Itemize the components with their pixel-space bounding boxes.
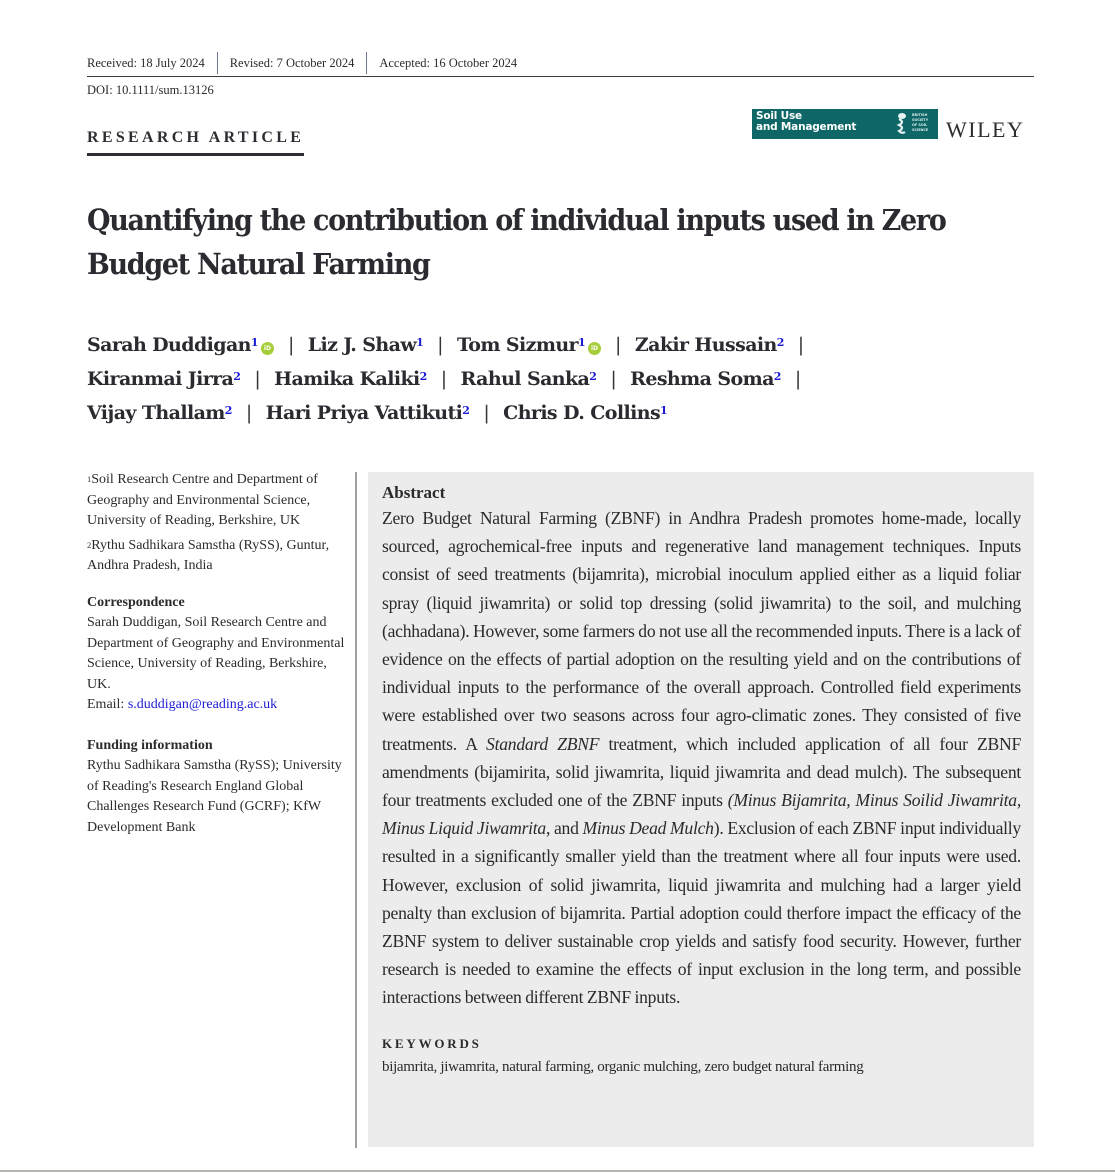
affiliation-marker[interactable]: 2 <box>589 370 597 383</box>
column-divider <box>355 472 357 1148</box>
author-separator: | <box>615 334 621 356</box>
author-separator: | <box>797 334 804 356</box>
author-name[interactable]: Vijay Thallam$^2$ <box>87 402 232 424</box>
affiliation-marker[interactable]: 2 <box>462 404 470 417</box>
article-type: RESEARCH ARTICLE <box>87 129 304 156</box>
author-line <box>87 396 987 430</box>
author-separator: | <box>610 368 617 390</box>
revised-date: Revised: 7 October 2024 <box>229 56 355 70</box>
affiliation-marker[interactable]: 2 <box>419 370 427 383</box>
affiliation-marker[interactable]: 1 <box>577 336 586 349</box>
journal-logo[interactable] <box>752 109 938 139</box>
affiliation-marker[interactable]: 2 <box>776 336 784 349</box>
accepted-date: Accepted: 16 October 2024 <box>379 56 518 70</box>
publisher-logo[interactable]: WILEY <box>946 117 1025 142</box>
affiliation-marker[interactable]: 2 <box>773 370 781 383</box>
journal-name: Soil Use and Management <box>756 110 857 133</box>
author-separator: | <box>245 402 252 424</box>
author-line <box>87 328 987 362</box>
date-divider <box>217 52 218 74</box>
author-name[interactable]: Sarah Duddigan$^1$ iD <box>87 334 274 356</box>
correspondence-heading: Correspondence <box>87 594 185 610</box>
affiliation-marker[interactable]: 1 <box>416 336 424 349</box>
abstract-box <box>368 472 1034 1147</box>
keywords-heading: KEYWORDS <box>382 1035 482 1051</box>
society-name-line: SCIENCE <box>912 128 929 132</box>
date-divider <box>366 52 367 74</box>
affiliation-2: $^2$Rythu Sadhikara Samstha (RySS), Guntur, Andhra Pradesh, India <box>87 537 330 573</box>
author-separator: | <box>440 368 447 390</box>
correspondence-text: Sarah Duddigan, Soil Research Centre and Department of Geography and Environmental Science, University of Reading, Berkshire, UK. <box>87 615 345 692</box>
received-date: Received: 18 July 2024 <box>87 56 205 70</box>
society-name-line: OF SOIL <box>912 123 928 127</box>
correspondence-email: Email: s.duddigan@reading.ac.uk <box>87 697 278 712</box>
funding-text: Rythu Sadhikara Samstha (RySS); University of Reading's Research England Global Challenges Research Fund (GCRF); KfW Development Bank <box>87 758 342 835</box>
article-title: Quantifying the contribution of individual inputs used in Zero Budget Natural Farming <box>87 203 946 281</box>
author-separator: | <box>483 402 490 424</box>
affiliation-marker[interactable]: 1 <box>660 404 668 417</box>
author-name[interactable]: Zakir Hussain$^2$ <box>634 334 784 356</box>
author-name[interactable]: Chris D. Collins$^1$ <box>503 402 668 424</box>
society-name-line: SOCIETY <box>912 118 929 122</box>
affiliation-marker[interactable]: 2 <box>233 370 241 383</box>
keywords-list: bijamrita, jiwamrita, natural farming, organic mulching, zero budget natural farming <box>382 1058 864 1075</box>
publication-dates <box>87 52 1034 77</box>
abstract-heading: Abstract <box>382 483 446 502</box>
orcid-icon[interactable]: iD <box>261 342 274 355</box>
author-name[interactable]: Hamika Kaliki$^2$ <box>274 368 427 390</box>
author-name[interactable]: Tom Sizmur$^1$ iD <box>457 334 601 356</box>
affiliation-1: $^1$Soil Research Centre and Department of Geography and Environmental Science, University of Reading, Berkshire, UK <box>87 472 318 528</box>
author-separator: | <box>254 368 261 390</box>
funding-heading: Funding information <box>87 737 213 753</box>
society-crest-icon <box>896 112 908 135</box>
society-name-line: BRITISH <box>912 113 928 117</box>
affiliation-marker[interactable]: 1 <box>250 336 258 349</box>
author-separator: | <box>794 368 801 390</box>
affiliation-marker[interactable]: 2 <box>224 404 232 417</box>
correspondence-section <box>87 593 347 716</box>
author-name[interactable]: Reshma Soma$^2$ <box>630 368 781 390</box>
author-line <box>87 362 987 396</box>
author-name[interactable]: Hari Priya Vattikuti$^2$ <box>265 402 470 424</box>
email-link[interactable]: s.duddigan@reading.ac.uk <box>127 697 278 712</box>
orcid-icon[interactable]: iD <box>588 342 601 355</box>
abstract-body: Zero Budget Natural Farming (ZBNF) in Andhra Pradesh promotes home-made, locally sourced, agrochemical-free inputs and regenerative land management techniques. Inputs consist of seed treatments (bijamrita), microbial inoculum applied either as a liquid foliar spray (liquid jiwamrita) or solid top dressing (solid jiwamrita) to the soil, and mulching (achhadana). However, some farmers do not use all the recommended inputs. There is a lack of evidence on the effects of partial adoption on the resulting yield and on the contributions of individual inputs to the performance of the overall approach. Controlled field experiments were established over two seasons across four agro-climatic zones. They consisted of five treatments. A Standard ZBNF treatment, which included application of all four ZBNF amendments (bijamirita, solid jiwamrita, liquid jiwamrita and dead mulch). The subsequent four treatments excluded one of the ZBNF inputs (Minus Bijamrita, Minus Soilid Jiwamrita, Minus Liquid Jiwamrita, and Minus Dead Mulch). Exclusion of each ZBNF input individually resulted in a significantly smaller yield than the treatment where all four inputs were used. However, exclusion of solid jiwamrita, liquid jiwamrita and mulching had a larger yield penalty than exclusion of bijamrita. Partial adoption could therfore impact the efficacy of the ZBNF system to deliver sustainable crop yields and satisfy food security. However, further research is needed to examine the effects of input exclusion in the long term, and possible interactions between different ZBNF inputs. <box>382 508 1021 1008</box>
author-name[interactable]: Liz J. Shaw$^1$ <box>307 334 424 356</box>
author-separator: | <box>287 334 294 356</box>
author-list <box>87 328 987 430</box>
article-info-sidebar <box>87 470 347 838</box>
author-name[interactable]: Rahul Sanka$^2$ <box>460 368 597 390</box>
author-separator: | <box>437 334 443 356</box>
funding-section <box>87 736 347 839</box>
doi[interactable]: DOI: 10.1111/sum.13126 <box>87 83 214 97</box>
society-name <box>912 113 928 133</box>
page-edge <box>0 1170 1115 1172</box>
author-name[interactable]: Kiranmai Jirra$^2$ <box>87 368 241 390</box>
